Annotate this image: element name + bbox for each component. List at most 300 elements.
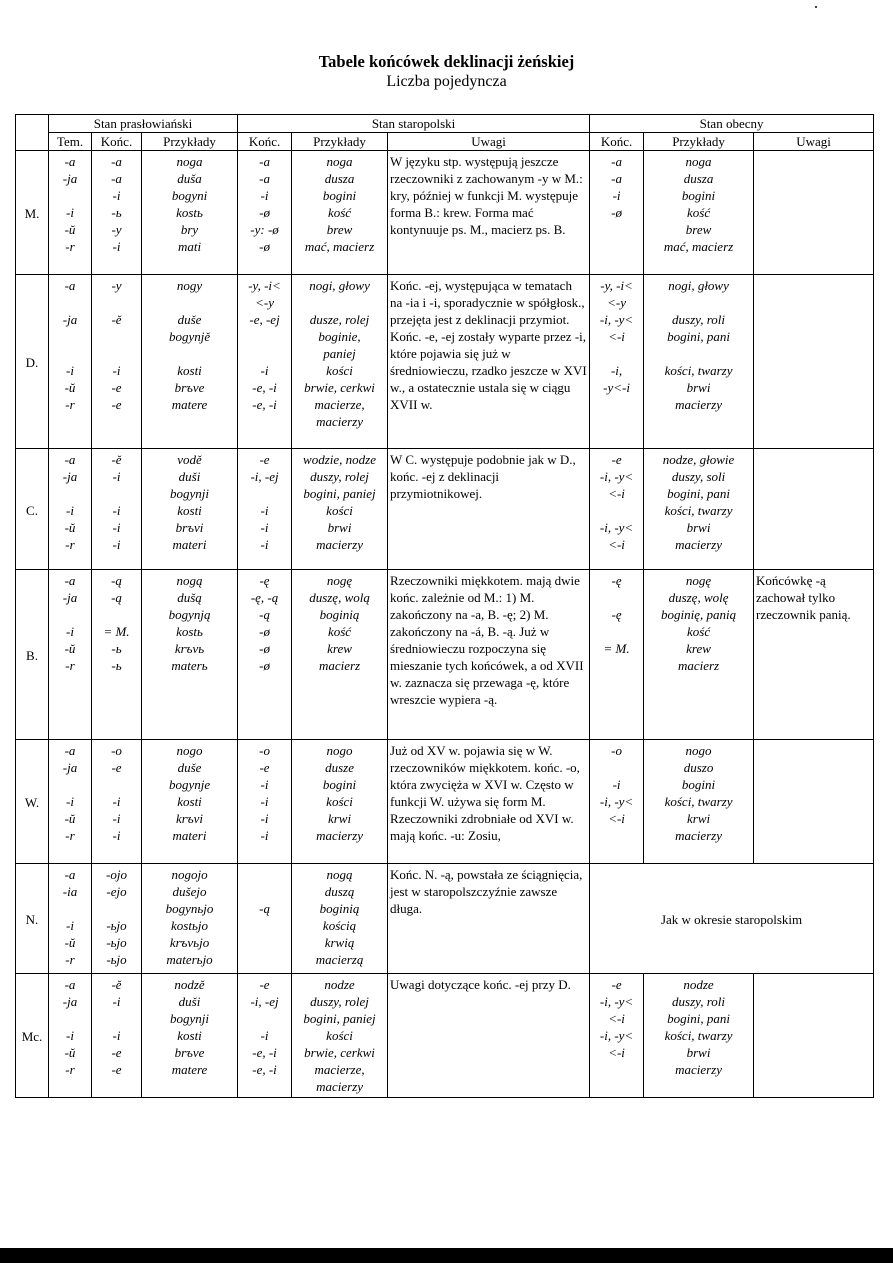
header-col-przyklady-o: Przykłady	[644, 133, 754, 151]
case-label: M.	[16, 151, 49, 275]
tem-cell-line: -ja	[62, 760, 78, 775]
tem-cell-line: -ŭ	[64, 811, 76, 826]
konc-staropol-cell-line: -i	[260, 520, 269, 535]
konc-praslav-cell	[92, 570, 142, 740]
przyklady-obecny-cell	[644, 740, 754, 864]
przyklady-obecny-cell-line: kości, twarzy	[664, 503, 733, 518]
tem-cell-line	[51, 294, 89, 311]
konc-praslav-cell-line	[94, 606, 139, 623]
tem-cell-line	[51, 485, 89, 502]
header-col-przyklady-s: Przykłady	[292, 133, 388, 151]
przyklady-obecny-cell-line: kości, twarzy	[664, 794, 733, 809]
konc-praslav-cell-line: -i	[112, 537, 121, 552]
tem-cell	[49, 275, 92, 449]
przyklady-obecny-cell-line: bogini, pani	[667, 486, 730, 501]
przyklady-staropol-cell-line: macierze,	[314, 397, 365, 412]
przyklady-staropol-cell-line: macierzy	[316, 414, 363, 429]
header-col-uwagi-s: Uwagi	[388, 133, 590, 151]
przyklady-praslav-cell-line: materi	[172, 537, 207, 552]
konc-staropol-cell-line: -i	[260, 503, 269, 518]
tem-cell-line: -r	[65, 952, 75, 967]
przyklady-staropol-cell-line: dusze, rolej	[309, 312, 370, 327]
konc-obecny-cell	[590, 449, 644, 570]
tem-cell-line	[51, 345, 89, 362]
konc-staropol-cell-line: -ę	[259, 573, 270, 588]
przyklady-staropol-cell-line: dusza	[324, 171, 355, 186]
przyklady-praslav-cell-line: materьjo	[166, 952, 213, 967]
uwagi-staropol-cell-text: Już od XV w. pojawia się w W. rzeczowników miękkotem. końc. -o, która zwycięża w XVI w. Często w funkcji W. używa się form M. Rzeczowniki zdrobniałe od XVI w. mają końc. -u: Zosiu,	[390, 743, 580, 843]
przyklady-staropol-cell-line: macierzą	[315, 952, 364, 967]
przyklady-staropol-cell-line: duszą	[324, 884, 355, 899]
konc-praslav-cell-line: -ě	[111, 977, 122, 992]
uwagi-staropol-cell	[388, 974, 590, 1098]
przyklady-praslav-cell-line: kosti	[177, 1028, 202, 1043]
konc-staropol-cell-line: -e	[259, 760, 270, 775]
przyklady-praslav-cell-line: bogynją	[168, 607, 211, 622]
przyklady-staropol-cell	[292, 974, 388, 1098]
tem-cell	[49, 151, 92, 275]
przyklady-praslav-cell-line: brъvi	[175, 520, 204, 535]
konc-praslav-cell-line: -ьjo	[106, 952, 127, 967]
header-col-konc-s: Końc.	[238, 133, 292, 151]
table-row	[16, 974, 874, 1098]
konc-staropol-cell-line: -a	[259, 171, 270, 186]
konc-obecny-cell-line: -i, -y<	[599, 994, 634, 1009]
uwagi-staropol-cell-text: W języku stp. występują jeszcze rzeczowniki z zachowanym -y w M.: kry, później w funkcji M. występuje forma B.: krew. Forma mać kontynuuje ps. M., macierz ps. B.	[390, 154, 583, 237]
konc-staropol-cell-line: -y, -i<	[248, 278, 281, 293]
case-label: C.	[16, 449, 49, 570]
konc-praslav-cell-line: -a	[111, 154, 122, 169]
tem-cell-line: -ŭ	[64, 222, 76, 237]
konc-obecny-cell-line: -i, -y<	[599, 520, 634, 535]
przyklady-praslav-cell-line: noga	[176, 154, 203, 169]
przyklady-praslav-cell-line: matere	[171, 1062, 208, 1077]
konc-staropol-cell-line: -ą	[259, 607, 270, 622]
przyklady-staropol-cell-line: duszy, rolej	[310, 994, 369, 1009]
header-col-konc-p: Końc.	[92, 133, 142, 151]
konc-staropol-cell-line	[240, 951, 289, 968]
tem-cell-line: -i	[66, 1028, 74, 1043]
konc-praslav-cell	[92, 151, 142, 275]
case-label: W.	[16, 740, 49, 864]
konc-obecny-cell-line: -y, -i<	[600, 278, 633, 293]
przyklady-staropol-cell-line: mać, macierz	[304, 239, 375, 254]
konc-praslav-cell-line: -i	[112, 503, 121, 518]
przyklady-staropol-cell-line: bogini	[322, 777, 357, 792]
tem-cell-line: -ŭ	[64, 935, 76, 950]
tem-cell-line: -ŭ	[64, 1045, 76, 1060]
przyklady-obecny-cell-line: noga	[685, 154, 712, 169]
konc-obecny-cell-line: -y<-i	[603, 380, 630, 395]
konc-praslav-cell-line: -e	[111, 760, 122, 775]
tem-cell-line: -r	[65, 537, 75, 552]
tem-cell-line: -ja	[62, 312, 78, 327]
przyklady-staropol-cell-line: krew	[327, 641, 352, 656]
konc-staropol-cell-line: -e, -i	[252, 1045, 277, 1060]
przyklady-praslav-cell	[142, 151, 238, 275]
konc-obecny-cell-line: -e	[611, 977, 622, 992]
przyklady-praslav-cell-line: nogo	[176, 743, 203, 758]
konc-staropol-cell	[238, 974, 292, 1098]
tem-cell-line: -i	[66, 205, 74, 220]
konc-staropol-cell	[238, 740, 292, 864]
tem-cell-line: -a	[64, 743, 76, 758]
konc-obecny-cell-line: <-i	[608, 811, 625, 826]
konc-obecny-cell-line	[592, 345, 641, 362]
przyklady-praslav-cell-line: bogyni	[171, 188, 208, 203]
przyklady-praslav-cell	[142, 974, 238, 1098]
przyklady-obecny-cell	[644, 151, 754, 275]
konc-obecny-cell-line: -ø	[611, 205, 622, 220]
tem-cell-line	[51, 1010, 89, 1027]
przyklady-staropol-cell-line: duszę, wolą	[309, 590, 370, 605]
przyklady-staropol-cell-line: nogo	[326, 743, 353, 758]
konc-praslav-cell	[92, 974, 142, 1098]
konc-staropol-cell-line	[240, 917, 289, 934]
konc-staropol-cell-line	[240, 866, 289, 883]
page-subtitle: Liczba pojedyncza	[386, 73, 507, 90]
uwagi-staropol-cell-text: Końc. -ej, występująca w tematach na -ia i -i, sporadycznie w spółgłosk., przejęta jest z deklinacji przymiot. Końc. -e, -ej zostały wyparte przez -i, które pojawia się już w średniowieczu, rzadko jeszcze w XVI w., a ostatecznie ustala się w ciągu XVII w.	[390, 278, 587, 412]
konc-staropol-cell-line	[240, 345, 289, 362]
konc-staropol-cell-line: <-y	[255, 295, 274, 310]
table-row	[16, 570, 874, 740]
przyklady-praslav-cell-line: dušą	[177, 590, 202, 605]
konc-staropol-cell-line: -e, -i	[252, 380, 277, 395]
tem-cell-line: -a	[64, 977, 76, 992]
uwagi-obecny-cell	[754, 740, 874, 864]
konc-staropol-cell-line: -ø	[259, 239, 270, 254]
przyklady-obecny-cell	[644, 570, 754, 740]
konc-staropol-cell-line: -ø	[259, 205, 270, 220]
page-title: Tabele końcówek deklinacji żeńskiej	[318, 52, 575, 71]
przyklady-staropol-cell	[292, 275, 388, 449]
przyklady-obecny-cell	[644, 974, 754, 1098]
konc-obecny-cell-line: -i,	[610, 363, 623, 378]
header-group-praslav: Stan prasłowiański	[49, 115, 238, 133]
przyklady-obecny-cell-line: boginię, panią	[660, 607, 737, 622]
konc-praslav-cell-line	[94, 328, 139, 345]
konc-staropol-cell-line: -o	[259, 743, 270, 758]
konc-praslav-cell	[92, 864, 142, 974]
przyklady-staropol-cell-line: bogini, paniej	[303, 1011, 376, 1026]
konc-praslav-cell-line: -i	[112, 469, 121, 484]
przyklady-staropol-cell-line: macierzy	[316, 1079, 363, 1094]
przyklady-praslav-cell-line: dušejo	[172, 884, 207, 899]
konc-staropol-cell-line: -i	[260, 777, 269, 792]
header-col-konc-o: Końc.	[590, 133, 644, 151]
header-group-obecny: Stan obecny	[590, 115, 874, 133]
tem-cell-line: -a	[64, 573, 76, 588]
przyklady-praslav-cell-line: krъvьjo	[169, 935, 210, 950]
przyklady-obecny-cell-line: bogini	[681, 188, 716, 203]
uwagi-staropol-cell	[388, 570, 590, 740]
przyklady-staropol-cell-line: nogą	[326, 867, 353, 882]
przyklady-praslav-cell	[142, 275, 238, 449]
konc-praslav-cell-line: = M.	[103, 624, 130, 639]
konc-praslav-cell-line: -i	[112, 994, 121, 1009]
przyklady-staropol-cell-line: boginią	[319, 607, 360, 622]
konc-staropol-cell-line: -ø	[259, 624, 270, 639]
przyklady-praslav-cell-line: duši	[178, 469, 201, 484]
konc-staropol-cell	[238, 275, 292, 449]
konc-staropol-cell-line: -ø	[259, 658, 270, 673]
przyklady-praslav-cell-line: duši	[178, 994, 201, 1009]
scan-bottom-edge	[0, 1248, 893, 1263]
przyklady-obecny-cell-line: macierzy	[675, 1062, 723, 1077]
konc-obecny-cell-line: <-i	[608, 1011, 625, 1026]
przyklady-staropol-cell-line: kością	[322, 918, 357, 933]
przyklady-praslav-cell-line: bogynje	[168, 777, 211, 792]
konc-praslav-cell-line	[94, 1010, 139, 1027]
tem-cell-line	[51, 900, 89, 917]
tem-cell-line: -i	[66, 918, 74, 933]
przyklady-praslav-cell-line: nogojo	[171, 867, 208, 882]
przyklady-praslav-cell-line: kosti	[177, 794, 202, 809]
konc-praslav-cell-line: -i	[112, 520, 121, 535]
konc-staropol-cell-line: -y: -ø	[250, 222, 279, 237]
przyklady-praslav-cell-line	[144, 294, 235, 311]
przyklady-staropol-cell-line: brwie, cerkwi	[304, 1045, 375, 1060]
case-label: B.	[16, 570, 49, 740]
przyklady-obecny-cell-line: macierz	[677, 658, 720, 673]
przyklady-obecny-cell-line: nogo	[685, 743, 712, 758]
przyklady-staropol-cell	[292, 570, 388, 740]
konc-obecny-cell	[590, 151, 644, 275]
przyklady-staropol-cell-line: noga	[326, 154, 353, 169]
konc-staropol-cell-line	[240, 328, 289, 345]
konc-obecny-cell-line	[592, 221, 641, 238]
przyklady-praslav-cell-line: kostьjo	[171, 918, 208, 933]
przyklady-obecny-cell-line: duszę, wolę	[668, 590, 729, 605]
konc-praslav-cell	[92, 740, 142, 864]
tem-cell-line: -i	[66, 794, 74, 809]
konc-obecny-cell-line: = M.	[603, 641, 630, 656]
konc-obecny-cell	[590, 974, 644, 1098]
przyklady-staropol-cell	[292, 151, 388, 275]
uwagi-staropol-cell	[388, 275, 590, 449]
tem-cell	[49, 740, 92, 864]
konc-staropol-cell	[238, 864, 292, 974]
przyklady-praslav-cell	[142, 740, 238, 864]
konc-praslav-cell-line: -i	[112, 794, 121, 809]
przyklady-staropol-cell-line: wodzie, nodze	[303, 452, 376, 467]
przyklady-obecny-cell-line	[646, 345, 751, 362]
konc-obecny-cell-line: -ę	[611, 573, 622, 588]
przyklady-staropol-cell-line: brwi	[327, 520, 352, 535]
konc-obecny-cell-line: -ę	[611, 607, 622, 622]
przyklady-praslav-cell	[142, 570, 238, 740]
konc-praslav-cell-line: -ě	[111, 312, 122, 327]
konc-staropol-cell	[238, 570, 292, 740]
konc-obecny-cell-line: <-i	[608, 329, 625, 344]
konc-staropol-cell	[238, 449, 292, 570]
przyklady-obecny-cell-line: dusza	[683, 171, 714, 186]
tem-cell-line: -a	[64, 867, 76, 882]
konc-praslav-cell-line: -ą	[111, 590, 122, 605]
tem-cell-line: -i	[66, 503, 74, 518]
konc-staropol-cell-line: -i, -ej	[250, 994, 279, 1009]
tem-cell-line: -ŭ	[64, 641, 76, 656]
konc-praslav-cell-line: -ь	[111, 658, 122, 673]
tem-cell-line: -ja	[62, 469, 78, 484]
konc-staropol-cell-line: -e, -i	[252, 397, 277, 412]
konc-obecny-cell-line: <-i	[608, 486, 625, 501]
przyklady-obecny-cell-line	[646, 294, 751, 311]
konc-praslav-cell-line: -ą	[111, 573, 122, 588]
tem-cell	[49, 974, 92, 1098]
przyklady-staropol-cell-line	[294, 294, 385, 311]
przyklady-staropol-cell-line: boginie,	[318, 329, 361, 344]
przyklady-staropol-cell-line: macierz	[318, 658, 361, 673]
konc-staropol-cell-line: -e, -i	[252, 1062, 277, 1077]
uwagi-obecny-cell	[754, 449, 874, 570]
przyklady-obecny-cell-line: nogi, głowy	[668, 278, 729, 293]
przyklady-staropol-cell-line: paniej	[323, 346, 356, 361]
tem-cell-line: -r	[65, 1062, 75, 1077]
case-label: Mc.	[16, 974, 49, 1098]
tem-cell-line: -ŭ	[64, 380, 76, 395]
uwagi-obecny-cell	[754, 570, 874, 740]
uwagi-obecny-cell	[754, 151, 874, 275]
konc-praslav-cell-line: -i	[112, 1028, 121, 1043]
tem-cell-line	[51, 776, 89, 793]
przyklady-staropol-cell-line: kość	[327, 205, 352, 220]
konc-staropol-cell	[238, 151, 292, 275]
konc-praslav-cell-line: -y	[111, 278, 122, 293]
uwagi-staropol-cell-text: Końc. N. -ą, powstała ze ściągnięcia, jest w staropolszczyźnie zawsze długa.	[390, 867, 583, 916]
przyklady-staropol-cell-line: duszy, rolej	[310, 469, 369, 484]
uwagi-staropol-cell-text: Uwagi dotyczące końc. -ej przy D.	[390, 977, 571, 992]
uwagi-obecny-cell-text: Końcówkę -ą zachował tylko rzeczownik panią.	[756, 573, 851, 622]
header-col-przyklady-p: Przykłady	[142, 133, 238, 151]
konc-obecny-cell-line: -i, -y<	[599, 1028, 634, 1043]
konc-obecny-cell-line	[592, 827, 641, 844]
konc-obecny-cell-line: -a	[611, 154, 622, 169]
table-row	[16, 449, 874, 570]
przyklady-staropol-cell-line: kości	[326, 1028, 353, 1043]
tem-cell-line: -r	[65, 658, 75, 673]
konc-staropol-cell-line: -i	[260, 794, 269, 809]
konc-praslav-cell-line: -e	[111, 380, 122, 395]
konc-obecny-cell-line	[592, 759, 641, 776]
konc-obecny-cell-line: -i, -y<	[599, 794, 634, 809]
przyklady-staropol-cell	[292, 864, 388, 974]
uwagi-obecny-cell	[754, 275, 874, 449]
konc-staropol-cell-line	[240, 485, 289, 502]
konc-obecny-cell	[590, 570, 644, 740]
uwagi-staropol-cell	[388, 449, 590, 570]
przyklady-obecny-cell-line: krew	[686, 641, 711, 656]
uwagi-staropol-cell-text: W C. występuje podobnie jak w D., końc. -ej z deklinacji przymiotnikowej.	[390, 452, 576, 501]
konc-staropol-cell-line: -ø	[259, 641, 270, 656]
konc-praslav-cell-line: -e	[111, 1062, 122, 1077]
przyklady-praslav-cell-line: duša	[177, 171, 202, 186]
przyklady-obecny-cell-line: kość	[686, 205, 711, 220]
przyklady-praslav-cell-line: mati	[177, 239, 202, 254]
konc-obecny-cell-line	[592, 502, 641, 519]
konc-staropol-cell-line	[240, 934, 289, 951]
konc-praslav-cell-line: -e	[111, 397, 122, 412]
konc-staropol-cell-line	[240, 1010, 289, 1027]
konc-praslav-cell-line: -ь	[111, 205, 122, 220]
table-row	[16, 864, 874, 974]
przyklady-obecny-cell-line: duszy, soli	[671, 469, 726, 484]
tem-cell-line: -i	[66, 363, 74, 378]
przyklady-obecny-cell-line: nodze, głowie	[662, 452, 735, 467]
header-group-row	[16, 115, 874, 133]
tem-cell-line: -i	[66, 624, 74, 639]
przyklady-staropol-cell-line: nogę	[326, 573, 353, 588]
konc-praslav-cell-line: -ьjo	[106, 935, 127, 950]
konc-obecny-cell-line	[592, 657, 641, 674]
przyklady-praslav-cell-line: bogynji	[170, 486, 210, 501]
przyklady-staropol-cell-line: brwie, cerkwi	[304, 380, 375, 395]
przyklady-praslav-cell-line: brъve	[174, 380, 205, 395]
konc-obecny-cell-line: -e	[611, 452, 622, 467]
konc-staropol-cell-line: -i	[260, 363, 269, 378]
konc-staropol-cell-line: -i	[260, 828, 269, 843]
tem-cell-line	[51, 187, 89, 204]
konc-staropol-cell-line	[240, 883, 289, 900]
przyklady-praslav-cell-line: brъve	[174, 1045, 205, 1060]
przyklady-staropol-cell-line: macierze,	[314, 1062, 365, 1077]
przyklady-praslav-cell-line: nodzě	[174, 977, 205, 992]
konc-staropol-cell-line: -i	[260, 188, 269, 203]
przyklady-obecny-cell-line: krwi	[686, 811, 711, 826]
uwagi-staropol-cell	[388, 740, 590, 864]
header-case-blank	[16, 115, 49, 151]
header-col-row	[16, 133, 874, 151]
konc-obecny-cell-line: <-y	[607, 295, 626, 310]
przyklady-obecny-cell-line: brew	[685, 222, 712, 237]
przyklady-obecny-cell-line: bogini, pani	[667, 329, 730, 344]
same-as-staropol-cell: Jak w okresie staropolskim	[590, 864, 874, 974]
przyklady-obecny-cell-line: kość	[686, 624, 711, 639]
declension-table	[15, 114, 874, 1098]
tem-cell-line: -ja	[62, 994, 78, 1009]
tem-cell-line	[51, 328, 89, 345]
konc-praslav-cell-line: -y	[111, 222, 122, 237]
tem-cell-line: -r	[65, 239, 75, 254]
tem-cell-line: -r	[65, 828, 75, 843]
przyklady-praslav-cell-line: vodě	[177, 452, 202, 467]
przyklady-praslav-cell-line: duše	[177, 760, 202, 775]
przyklady-staropol-cell-line: kości	[326, 503, 353, 518]
konc-staropol-cell-line: -ą	[259, 901, 270, 916]
tem-cell-line: -a	[64, 278, 76, 293]
konc-praslav-cell-line: -e	[111, 1045, 122, 1060]
konc-staropol-cell-line: -e	[259, 977, 270, 992]
konc-obecny-cell-line: -o	[611, 743, 622, 758]
przyklady-staropol-cell-line: nogi, głowy	[309, 278, 370, 293]
przyklady-obecny-cell-line: kości, twarzy	[664, 1028, 733, 1043]
scan-speck	[815, 6, 817, 8]
przyklady-praslav-cell-line: kosti	[177, 363, 202, 378]
konc-obecny-cell-line: -i, -y<	[599, 312, 634, 327]
przyklady-praslav-cell	[142, 449, 238, 570]
konc-praslav-cell-line	[94, 294, 139, 311]
przyklady-praslav-cell-line: krъvь	[174, 641, 205, 656]
przyklady-staropol-cell-line: dusze	[325, 760, 354, 775]
tem-cell-line: -ŭ	[64, 520, 76, 535]
konc-praslav-cell	[92, 275, 142, 449]
tem-cell-line: -ja	[62, 171, 78, 186]
konc-praslav-cell-line: -o	[111, 743, 122, 758]
przyklady-obecny-cell-line: duszo	[683, 760, 714, 775]
konc-praslav-cell-line: -ь	[111, 641, 122, 656]
przyklady-staropol-cell-line: kości	[326, 794, 353, 809]
przyklady-obecny-cell-line: bogini, pani	[667, 1011, 730, 1026]
